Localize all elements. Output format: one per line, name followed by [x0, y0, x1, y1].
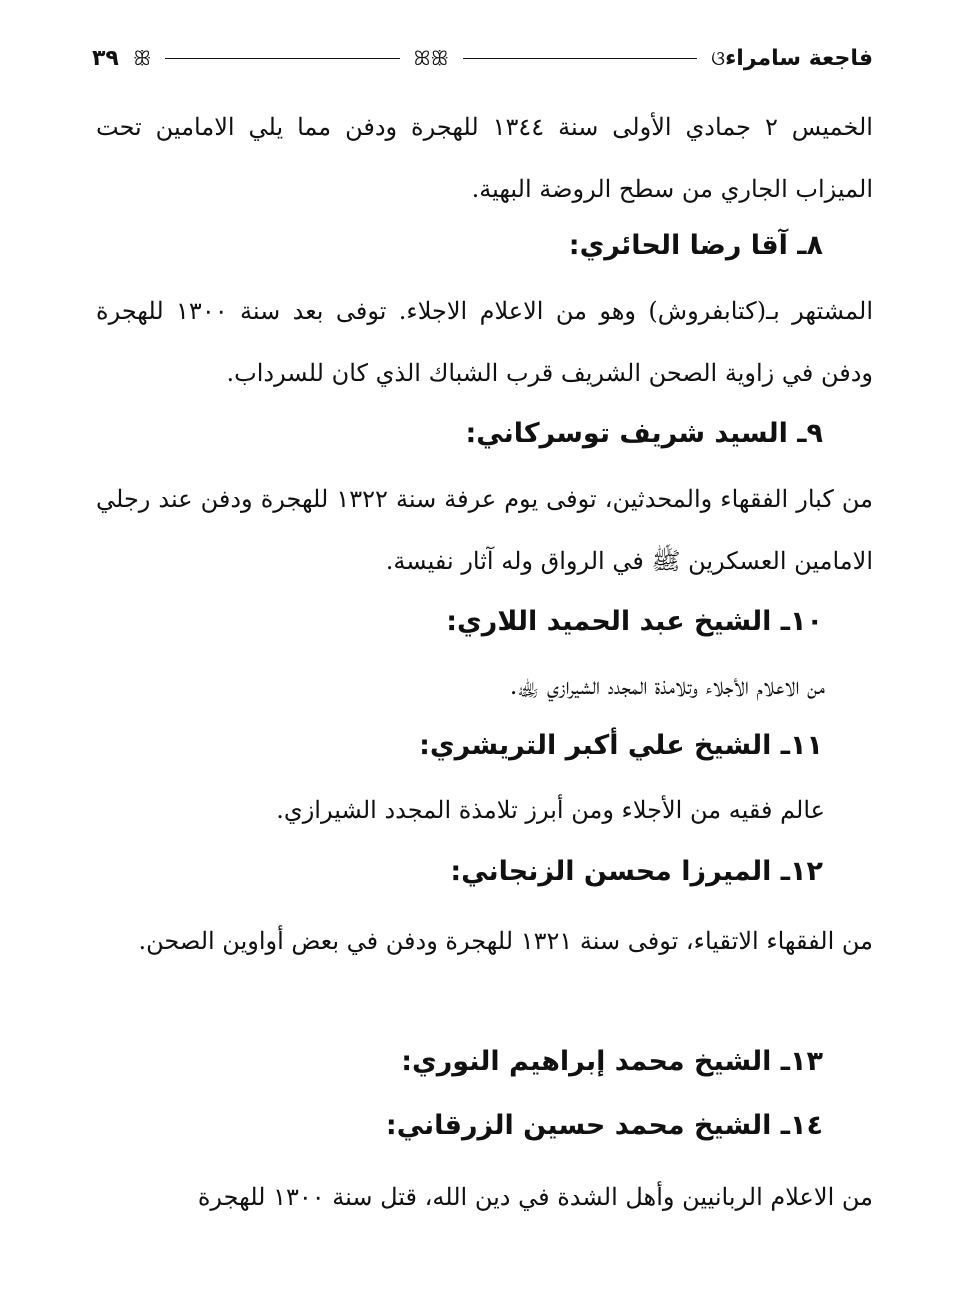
running-header: [92, 38, 873, 78]
paragraph: المشتهر بـ(كتابفروش) وهو من الاعلام الاجلاء. توفى بعد سنة ١٣٠٠ للهجرة ودفن في زاوية الصحن الشريف قرب الشباك الذي كان للسرداب.: [96, 297, 873, 387]
paragraph: من كبار الفقهاء والمحدثين، توفى يوم عرفة سنة ١٣٢٢ للهجرة ودفن عند رجلي الامامين العسكرين ﷺ في الرواق وله آثار نفيسة.: [96, 485, 874, 575]
paragraph: الخميس ٢ جمادي الأولى سنة ١٣٤٤ للهجرة ودفن مما يلي الامامين تحت الميزاب الجاري من سطح الروضة البهية.: [96, 113, 873, 203]
header-rule: [463, 58, 697, 59]
center-ornament-icon: ꕤꕥ: [413, 46, 449, 70]
entry-heading: ١٠ـ الشيخ عبد الحميد اللاري:: [446, 606, 823, 637]
header-rule: [165, 58, 399, 59]
ornament-icon: ଓ: [711, 46, 726, 70]
entry-heading: ١٤ـ الشيخ محمد حسين الزرقاني:: [385, 1110, 823, 1141]
entry-heading: ١٢ـ الميرزا محسن الزنجاني:: [450, 856, 823, 887]
entry-heading: ١٣ـ الشيخ محمد إبراهيم النوري:: [401, 1046, 823, 1077]
paragraph: من الفقهاء الاتقياء، توفى سنة ١٣٢١ للهجرة ودفن في بعض أواوين الصحن.: [138, 927, 873, 955]
paragraph: من الاعلام الربانيين وأهل الشدة في دين الله، قتل سنة ١٣٠٠ للهجرة: [197, 1183, 873, 1211]
entry-heading: ١١ـ الشيخ علي أكبر التريشري:: [419, 730, 823, 761]
page-ornament-icon: ꕥ: [132, 46, 152, 70]
entry-heading: ٨ـ آقا رضا الحائري:: [568, 230, 823, 261]
paragraph: من الاعلام الأجلاء وتلامذة المجدد الشيرازي ﵀.: [509, 672, 825, 700]
paragraph: عالم فقيه من الأجلاء ومن أبرز تلامذة المجدد الشيرازي.: [276, 796, 825, 824]
entry-heading: ٩ـ السيد شريف توسركاني:: [465, 418, 823, 449]
book-title: فاجعة سامراء: [725, 45, 873, 71]
page-number: ٣٩: [92, 45, 119, 71]
